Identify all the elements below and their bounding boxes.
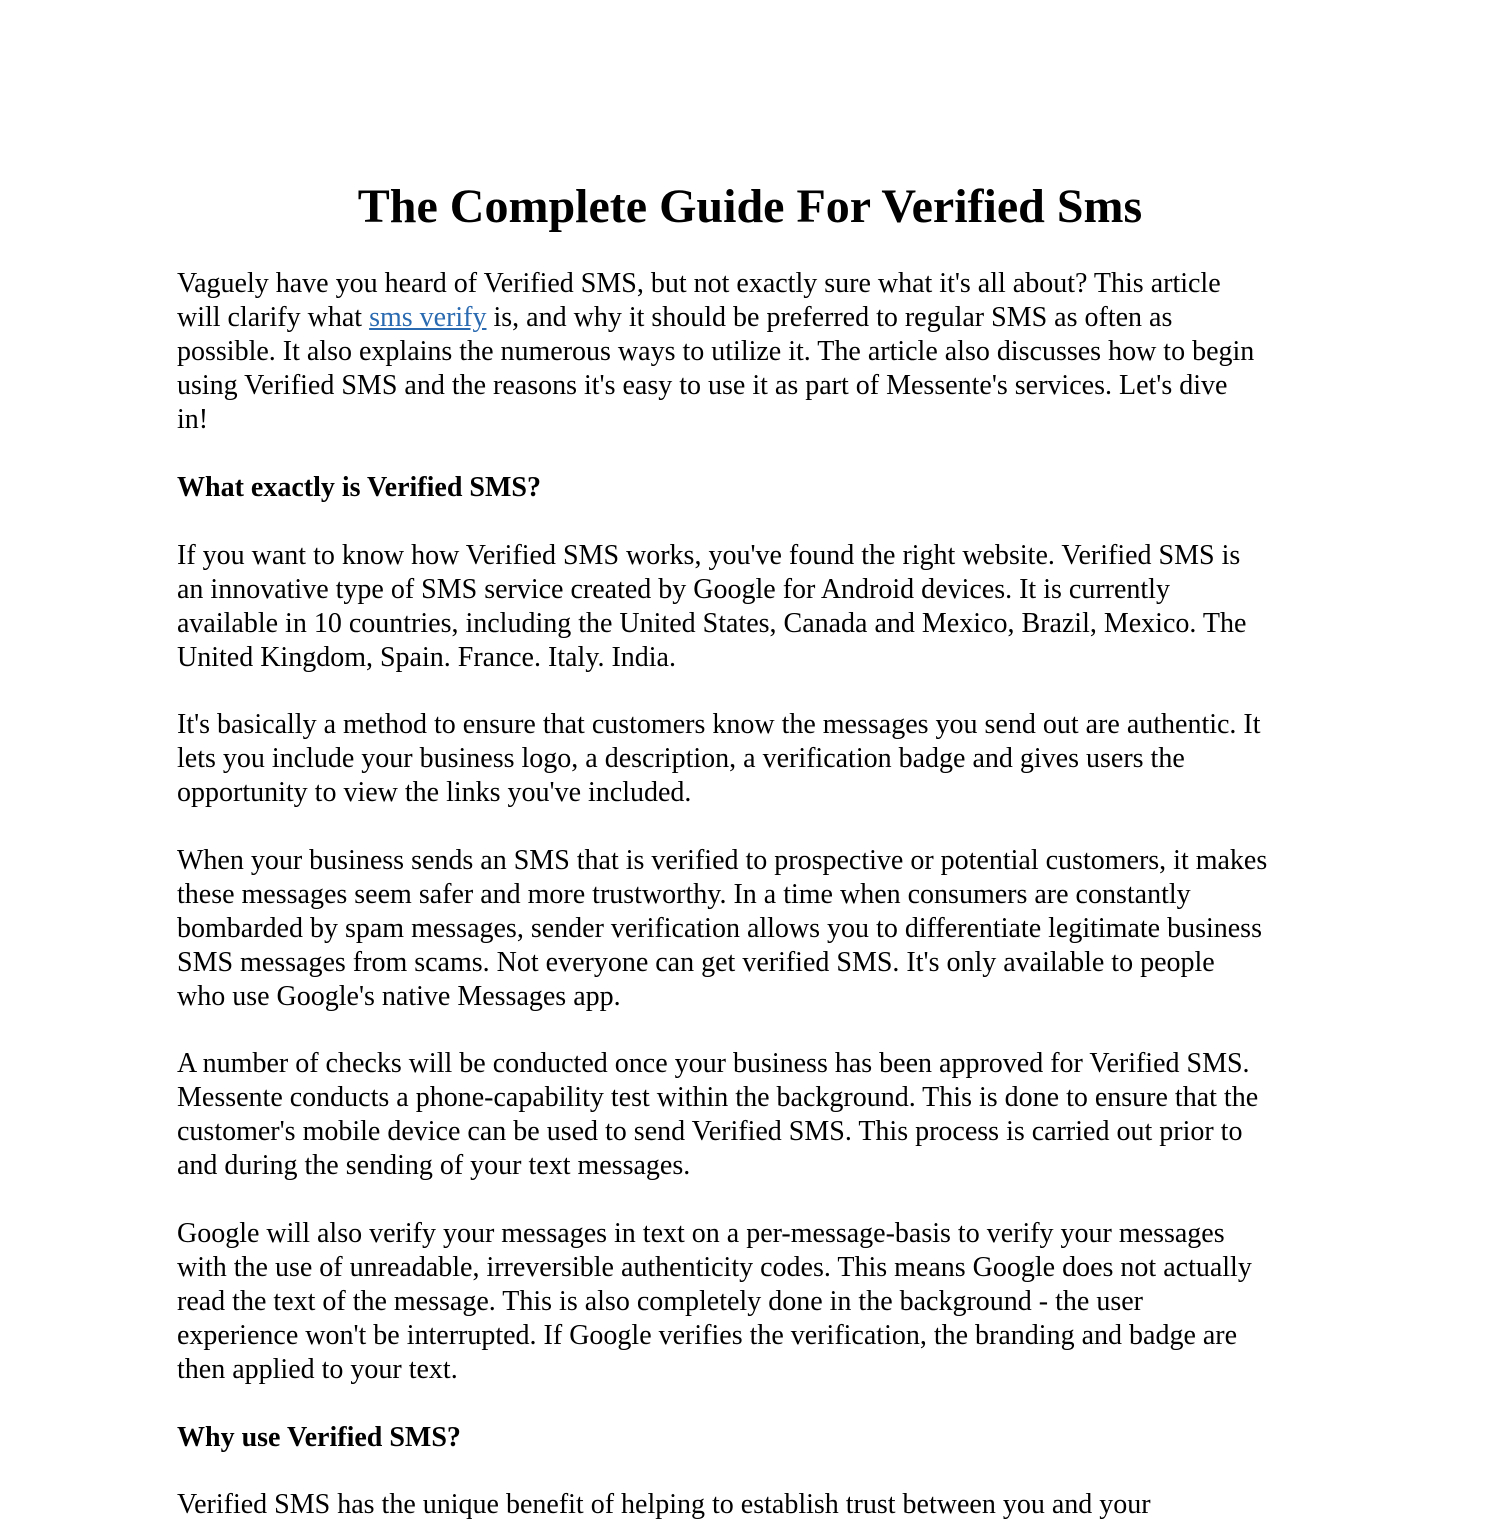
intro-line-3: possible. It also explains the numerous ways to utilize it. The article also discusses how to begin [177,336,1255,367]
paragraph-line: and during the sending of your text messages. [177,1150,691,1181]
partial-line-text: Verified SMS has the unique benefit of helping to establish trust between you and your [177,1489,1151,1520]
sms-verify-link[interactable]: sms verify [369,302,487,333]
section-heading-why-use: Why use Verified SMS? [177,1422,461,1453]
page-title: The Complete Guide For Verified Sms [357,180,1143,233]
paragraph-line: read the text of the message. This is also completely done in the background - the user [177,1286,1143,1317]
paragraph-3 [177,844,1337,1014]
paragraph-line: bombarded by spam messages, sender verification allows you to differentiate legitimate business [177,913,1262,944]
paragraph-5 [177,1217,1337,1387]
paragraph-line: Google will also verify your messages in text on a per-message-basis to verify your messages [177,1218,1225,1249]
paragraph-line: experience won't be interrupted. If Google verifies the verification, the branding and badge are [177,1320,1238,1351]
intro-paragraph [177,267,1337,437]
intro-after-link: is, and why it should be preferred to regular SMS as often as [486,302,1173,333]
paragraph-line: A number of checks will be conducted once your business has been approved for Verified SMS. [177,1048,1250,1079]
paragraph-line: available in 10 countries, including the United States, Canada and Mexico, Brazil, Mexico. The [177,608,1247,639]
paragraph-line: then applied to your text. [177,1354,458,1385]
paragraph-line: an innovative type of SMS service created by Google for Android devices. It is currently [177,574,1170,605]
paragraph-line: It's basically a method to ensure that customers know the messages you send out are authentic. It [177,709,1261,740]
paragraph-2 [177,708,1337,810]
paragraph-line: If you want to know how Verified SMS works, you've found the right website. Verified SMS is [177,540,1241,571]
intro-before-link: will clarify what [177,302,370,333]
partial-paragraph-line [177,1488,1337,1520]
paragraph-line: Messente conducts a phone-capability test within the background. This is done to ensure that the [177,1082,1259,1113]
paragraph-line: SMS messages from scams. Not everyone can get verified SMS. It's only available to people [177,947,1215,978]
intro-line-5: in! [177,404,209,435]
paragraph-4 [177,1047,1337,1183]
paragraph-line: customer's mobile device can be used to send Verified SMS. This process is carried out prior to [177,1116,1243,1147]
section-heading-what-is: What exactly is Verified SMS? [177,472,541,503]
intro-line-2 [177,301,1337,335]
intro-line-4: using Verified SMS and the reasons it's easy to use it as part of Messente's services. Let's dive [177,370,1228,401]
paragraph-line: opportunity to view the links you've included. [177,777,692,808]
intro-line-1: Vaguely have you heard of Verified SMS, but not exactly sure what it's all about? This article [177,268,1221,299]
paragraph-line: these messages seem safer and more trustworthy. In a time when consumers are constantly [177,879,1191,910]
paragraph-line: lets you include your business logo, a description, a verification badge and gives users the [177,743,1185,774]
paragraph-line: United Kingdom, Spain. France. Italy. India. [177,642,676,673]
paragraph-1 [177,539,1337,675]
paragraph-line: who use Google's native Messages app. [177,981,621,1012]
paragraph-line: with the use of unreadable, irreversible authenticity codes. This means Google does not actually [177,1252,1252,1283]
paragraph-line: When your business sends an SMS that is verified to prospective or potential customers, it makes [177,845,1268,876]
